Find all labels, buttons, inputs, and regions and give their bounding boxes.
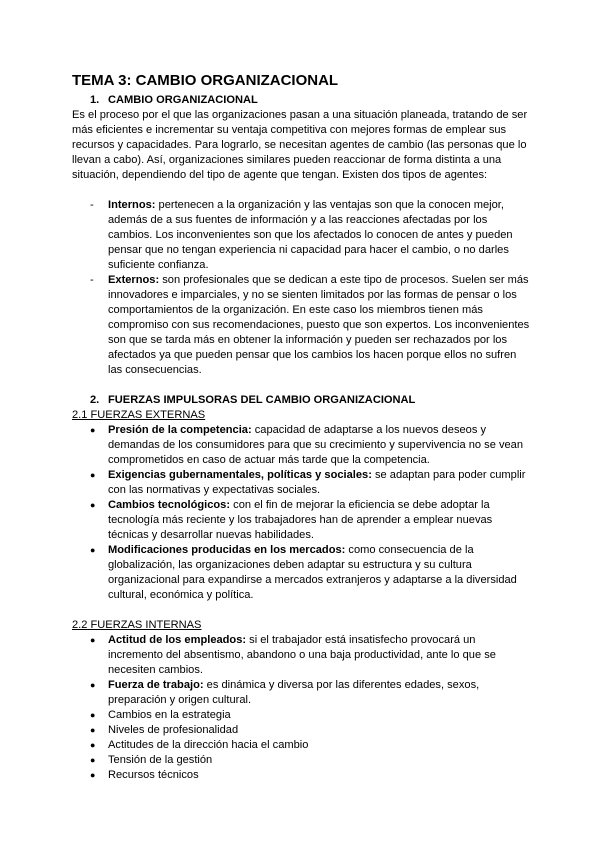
bullet-marker: ● xyxy=(90,755,96,765)
page-title: TEMA 3: CAMBIO ORGANIZACIONAL xyxy=(72,72,339,89)
bullet-marker: ● xyxy=(90,770,96,780)
list-item xyxy=(72,723,532,738)
document-page xyxy=(72,72,532,783)
external-forces-list xyxy=(72,423,532,603)
bullet-marker: ● xyxy=(90,470,96,480)
section-2-number: 2. xyxy=(90,394,100,406)
section-1-number: 1. xyxy=(90,94,100,106)
item-term: Actitud de los empleados: xyxy=(108,634,247,646)
item-text: Actitudes de la dirección hacia el cambio xyxy=(108,739,309,751)
list-item xyxy=(72,633,532,678)
list-item xyxy=(72,753,532,768)
item-text: si el trabajador está insatisfecho provocará un incremento del absentismo, abandono o una baja productividad, ante lo que se necesiten cambios. xyxy=(108,634,496,676)
item-text: capacidad de adaptarse a los nuevos deseos y demandas de los consumidores para que su crecimiento y supervivencia no se vean comprometidos en caso de actuar más tarde que la competencia. xyxy=(108,424,524,466)
list-item xyxy=(72,768,532,783)
bullet-marker: ● xyxy=(90,500,96,510)
item-text: Tensión de la gestión xyxy=(108,754,213,766)
section-2-heading xyxy=(72,393,532,408)
bullet-marker: ● xyxy=(90,545,96,555)
item-term: Presión de la competencia: xyxy=(108,424,252,436)
item-term: Exigencias gubernamentales, políticas y sociales: xyxy=(108,469,372,481)
section-1-title: CAMBIO ORGANIZACIONAL xyxy=(108,94,258,106)
list-item xyxy=(72,498,532,543)
item-term: Cambios tecnológicos: xyxy=(108,499,231,511)
list-item xyxy=(72,543,532,603)
item-term: Fuerza de trabajo: xyxy=(108,679,204,691)
list-item xyxy=(72,738,532,753)
item-term: Modificaciones producidas en los mercados: xyxy=(108,544,346,556)
item-text: son profesionales que se dedican a este tipo de procesos. Suelen ser más innovadores e imparciales, y no se sienten limitados por las formas de pensar o los comportamientos de la organización. En este caso los miembros tienen más compromiso con sus recomendaciones, puesto que son expertos. Los inconvenientes son que se tarda más en obtener la información y pueden ser rechazados por los afectados ya que pueden pensar que los cambios los hacen porque ellos no sufren las consecuencias. xyxy=(108,274,530,376)
list-item xyxy=(72,198,532,273)
item-text: pertenecen a la organización y las ventajas son que la conocen mejor, además de a sus fuentes de información y a las reacciones afectadas por los cambios. Los inconvenientes son que los afectados lo conocen de antes y pueden pensar que no tengan experiencia ni capacidad para hacer el cambio, o no darles suficiente confianza. xyxy=(108,199,513,271)
bullet-marker: ● xyxy=(90,740,96,750)
item-term: Externos: xyxy=(108,274,160,286)
bullet-marker: ● xyxy=(90,710,96,720)
section-1-intro: Es el proceso por el que las organizaciones pasan a una situación planeada, tratando de ser más eficientes e incrementar su ventaja competitiva con mejores formas de emplear sus recursos y capacidades. Para lograrlo, se necesitan agentes de cambio (las personas que lo llevan a cabo). Así, organizaciones similares pueden reaccionar de forma distinta a una situación, dependiendo del tipo de agente que tengan. Existen dos tipos de agentes: xyxy=(72,109,528,181)
item-text: Niveles de profesionalidad xyxy=(108,724,239,736)
bullet-marker: ● xyxy=(90,725,96,735)
item-text: como consecuencia de la globalización, las organizaciones deben adaptar su estructura y su cultura organizacional para expandirse a mercados extranjeros y adaptarse a la diversidad cultural, económica y política. xyxy=(108,544,517,601)
item-text: Recursos técnicos xyxy=(108,769,199,781)
list-item xyxy=(72,708,532,723)
list-item xyxy=(72,468,532,498)
item-term: Internos: xyxy=(108,199,156,211)
bullet-marker: ● xyxy=(90,680,96,690)
subsection-2-1-heading: 2.1 FUERZAS EXTERNAS xyxy=(72,409,206,421)
item-text: es dinámica y diversa por las diferentes edades, sexos, preparación y origen cultural. xyxy=(108,679,480,706)
bullet-marker: ● xyxy=(90,425,96,435)
item-text: se adaptan para poder cumplir con las normativas y expectativas sociales. xyxy=(108,469,526,496)
item-text: con el fin de mejorar la eficiencia se debe adoptar la tecnología más reciente y los trabajadores han de aprender a emplear nuevas técnicas y desarrollar nuevas habilidades. xyxy=(108,499,493,541)
internal-forces-list xyxy=(72,633,532,783)
bullet-marker: ● xyxy=(90,635,96,645)
section-1-heading xyxy=(72,93,532,108)
item-text: Cambios en la estrategia xyxy=(108,709,231,721)
list-item xyxy=(72,678,532,708)
dash-marker: - xyxy=(90,199,94,211)
subsection-2-2-heading: 2.2 FUERZAS INTERNAS xyxy=(72,619,202,631)
list-item xyxy=(72,273,532,378)
section-2-title: FUERZAS IMPULSORAS DEL CAMBIO ORGANIZACIONAL xyxy=(108,394,416,406)
agent-types-list xyxy=(72,198,532,378)
list-item xyxy=(72,423,532,468)
dash-marker: - xyxy=(90,274,94,286)
